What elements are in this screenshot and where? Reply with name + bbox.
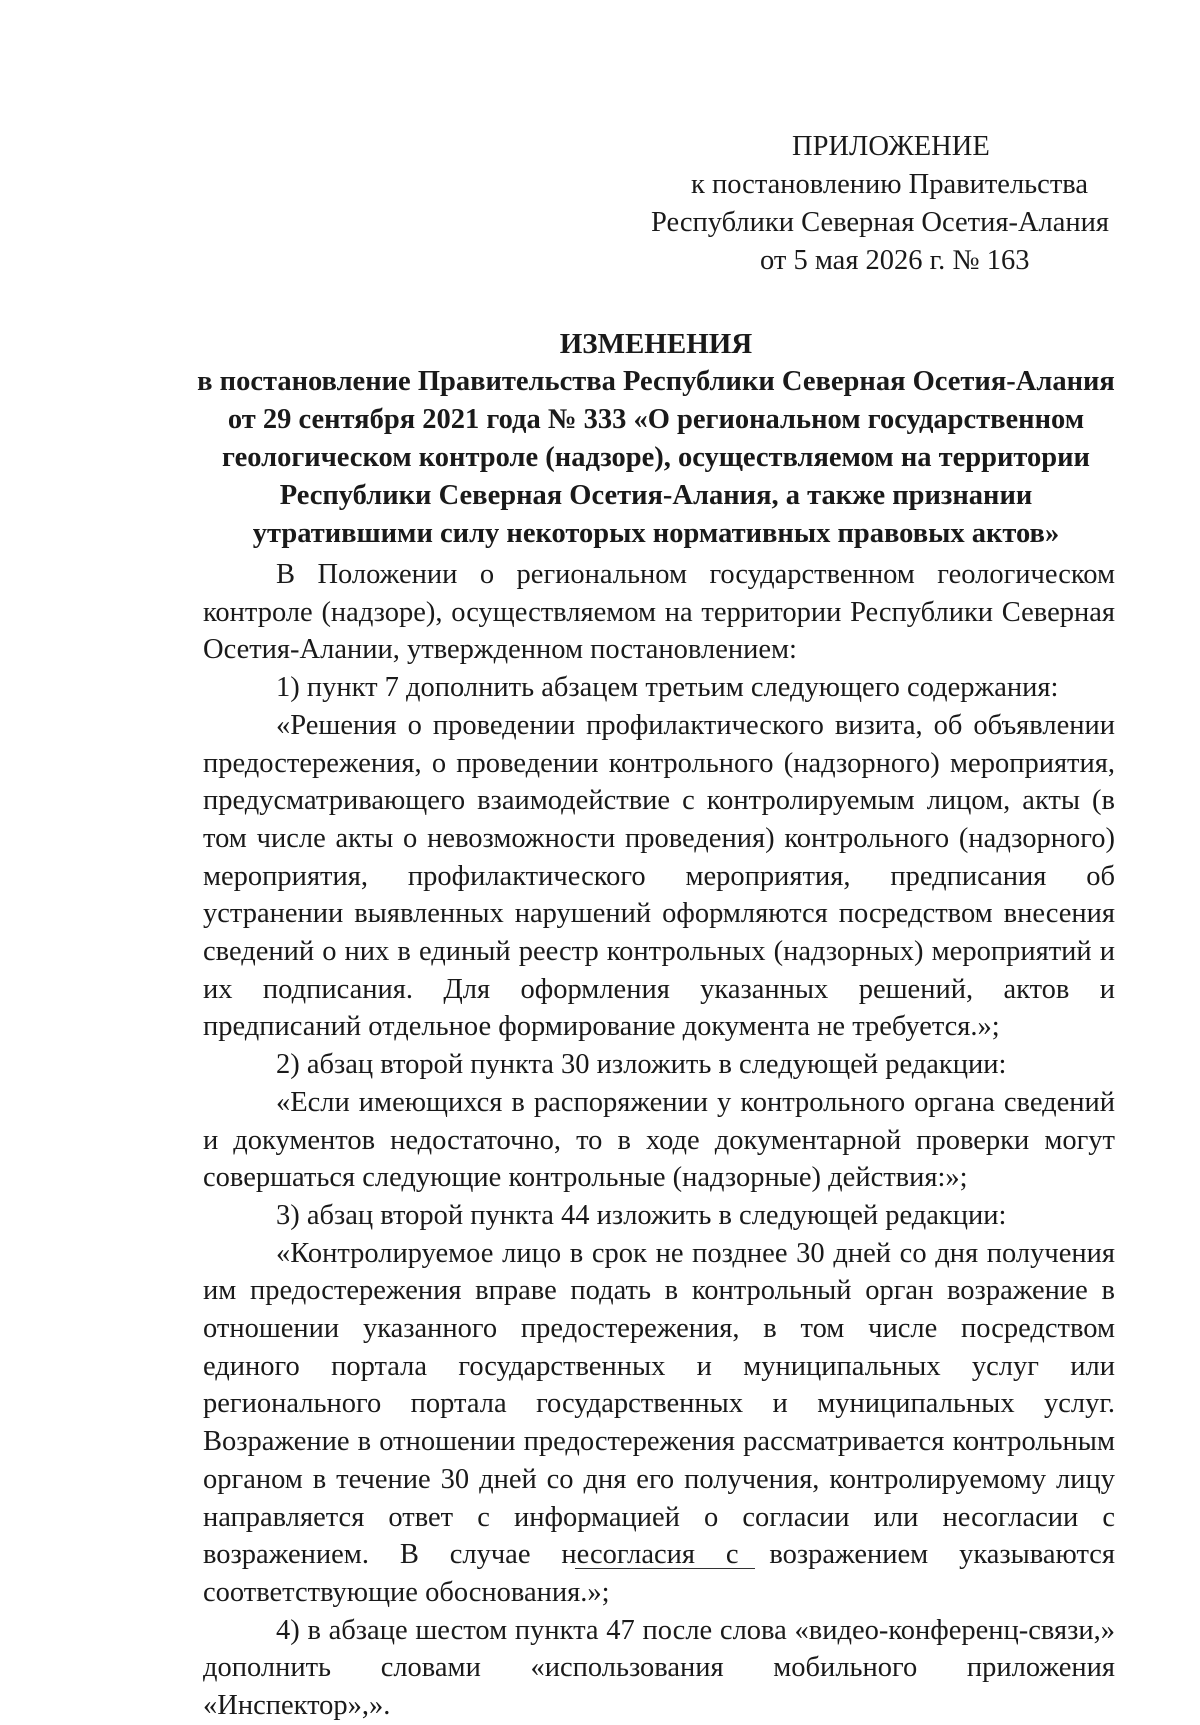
item-1-quote: «Решения о проведении профилактического визита, об объявлении предостережения, о проведении контрольного (надзорного) мероприятия, предусматривающего взаимодействие с контролируемым лицом, акты (в том числе акты о невозможности проведения) контрольного (надзорного) мероприятия, профилактического мероприятия, предписания об устранении выявленных нарушений оформляются посредством внесения сведений о них в единый реестр контрольных (надзорных) мероприятий и их подписания. Для оформления указанных решений, актов и предписаний отдельное формирование документа не требуется.»; (203, 709, 1115, 1043)
item-3-quote: «Контролируемое лицо в срок не позднее 30 дней со дня получения им предостережения вправе подать в контрольный орган возражение в отношении указанного предостережения, в том числе посредством единого портала государственных и муниципальных услуг или регионального портала государственных и муниципальных услуг. Возражение в отношении предостережения рассматривается контрольным органом в течение 30 дней со дня его получения, контролируемому лицу направляется ответ с информацией о согласии или несогласии с возражением. В случае несогласия с возражением указываются соответствующие обоснования.»; (203, 1237, 1115, 1608)
title-line: утратившими силу некоторых нормативных правовых актов» (252, 518, 1060, 549)
appendix-title: ПРИЛОЖЕНИЕ (792, 131, 990, 162)
item-2-quote: «Если имеющихся в распоряжении у контрольного органа сведений и документов недостаточно, то в ходе документарной проверки могут совершаться следующие контрольные (надзорные) действия:»; (203, 1086, 1115, 1194)
item-4 (203, 1612, 1115, 1687)
appendix-line-date: от 5 мая 2026 г. № 163 (760, 245, 1030, 276)
document-body (203, 556, 1115, 1725)
item-1: 1) пункт 7 дополнить абзацем третьим следующего содержания: (276, 672, 1059, 704)
title-line: геологическом контроле (надзоре), осуществляемом на территории (222, 442, 1090, 473)
document-title (196, 325, 1116, 553)
closing-separator-line (575, 1568, 755, 1569)
title-line: от 29 сентября 2021 года № 333 «О региональном государственном (227, 404, 1085, 435)
appendix-line-republic: Республики Северная Осетия-Алания (651, 207, 1110, 238)
intro-paragraph: В Положении о региональном государственном геологическом контроле (надзоре), осуществляемом на территории Республики Северная Осетия-Алании, утвержденном постановлением: (203, 559, 1115, 666)
item-4-text: 4) в абзаце шестом пункта 47 после слова «видео-конференц-связи,» дополнить словами «использования мобильного приложения (203, 1614, 1115, 1684)
item-3: 3) абзац второй пункта 44 изложить в следующей редакции: (276, 1199, 1007, 1231)
title-line: Республики Северная Осетия-Алания, а также признании (279, 480, 1033, 511)
title-line: в постановление Правительства Республики Северная Осетия-Алания (197, 366, 1115, 397)
appendix-line-resolution: к постановлению Правительства (691, 169, 1089, 200)
title-heading: ИЗМЕНЕНИЯ (559, 328, 753, 360)
item-2: 2) абзац второй пункта 30 изложить в следующей редакции: (276, 1049, 1007, 1081)
appendix-header (640, 128, 1120, 280)
item-4-tail: «Инспектор»,». (203, 1690, 391, 1722)
